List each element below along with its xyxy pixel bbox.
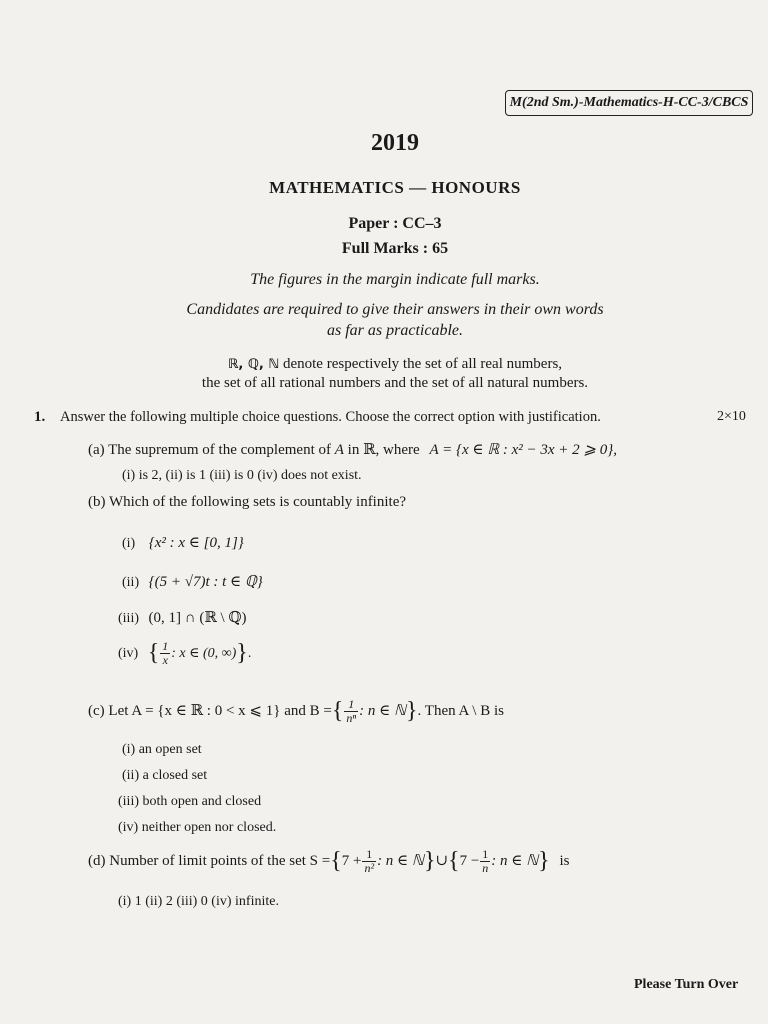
part-a	[88, 440, 617, 459]
part-c	[88, 698, 504, 725]
paper-number: Paper : CC–3	[348, 215, 442, 232]
part-b-option-4: (iv) { $\frac{1}{x}$ : x ∈ (0, ∞)}.	[118, 639, 252, 668]
option-label: (iv)	[118, 645, 139, 661]
part-a-options: (i) is 2, (ii) is 1 (iii) is 0 (iv) does not exist.	[122, 468, 362, 483]
notation-line-2: the set of all rational numbers and the set of all natural numbers.	[201, 375, 589, 391]
right-brace: }	[236, 640, 248, 667]
part-c-text-end: . Then A \ B is	[417, 703, 504, 720]
part-d	[88, 848, 569, 875]
option-set: (0, 1] ∩ (ℝ \ ℚ)	[148, 610, 247, 626]
part-a-text: The supremum of the complement of	[108, 442, 335, 458]
fraction-numerator: 1	[162, 639, 169, 653]
fraction	[344, 698, 358, 725]
part-b	[88, 494, 406, 511]
please-turn-over: Please Turn Over	[634, 977, 739, 992]
set-2-rest: : n ∈ ℕ	[491, 853, 539, 870]
instruction-line-3: as far as practicable.	[327, 322, 463, 339]
left-brace: {	[147, 640, 160, 667]
fraction-numerator: 1	[482, 847, 489, 861]
part-c-option-3: (iii) both open and closed	[118, 794, 262, 809]
question-1-marks: 2×10	[717, 409, 746, 424]
part-c-text: Let A = {x ∈ ℝ : 0 < x ⩽ 1} and B =	[108, 703, 332, 720]
exam-year: 2019	[371, 130, 419, 156]
fraction	[362, 848, 376, 875]
part-d-text: Number of limit points of the set S =	[109, 853, 331, 870]
set-1-prefix: 7 +	[341, 853, 362, 870]
set-2-prefix: 7 −	[459, 853, 480, 870]
part-b-option-1	[122, 533, 244, 552]
set-1-rest: : n ∈ ℕ	[377, 853, 424, 870]
fraction-denominator: n²	[364, 861, 375, 876]
number-set-symbols: ℝ, ℚ, ℕ	[227, 357, 280, 372]
fraction-denominator: n	[482, 861, 489, 876]
left-brace: {	[448, 848, 460, 875]
part-c-label: (c)	[88, 703, 105, 720]
part-d-label: (d)	[88, 853, 106, 870]
part-c-option-4: (iv) neither open nor closed.	[118, 820, 277, 835]
full-marks: Full Marks : 65	[341, 240, 449, 257]
option-label: (i)	[122, 536, 136, 551]
right-brace: }	[406, 698, 418, 725]
part-a-label: (a)	[88, 442, 105, 458]
question-1-text: Answer the following multiple choice questions. Choose the correct option with justification.	[60, 409, 601, 425]
instruction-line-2: Candidates are required to give their answers in their own words	[186, 301, 604, 318]
fraction-numerator: 1	[362, 848, 376, 862]
part-b-option-2	[122, 572, 263, 591]
option-set: {(5 + √7)t : t ∈ ℚ}	[148, 574, 263, 590]
option-label: (ii)	[122, 575, 140, 590]
fraction	[160, 640, 170, 667]
fraction-denominator: x	[162, 653, 168, 668]
part-a-set-name: A	[334, 442, 344, 458]
left-brace: {	[331, 698, 344, 725]
fraction-denominator: nⁿ	[346, 711, 357, 726]
right-brace: }	[538, 848, 550, 875]
part-a-set-definition: A = {x ∈ ℝ : x² − 3x + 2 ⩾ 0},	[429, 442, 617, 458]
option-set-rest: : x ∈ (0, ∞)	[171, 645, 237, 661]
question-number: 1.	[34, 409, 46, 425]
notation-line-1	[0, 356, 768, 373]
option-set: {x² : x ∈ [0, 1]}	[148, 535, 244, 551]
option-label: (iii)	[118, 611, 139, 626]
fraction-numerator: 1	[344, 698, 358, 712]
part-d-tail: is	[559, 853, 570, 870]
subject-title: MATHEMATICS — HONOURS	[269, 178, 521, 197]
paper-code-box: M(2nd Sm.)-Mathematics-H-CC-3/CBCS	[505, 90, 753, 116]
union-symbol: ∪	[435, 853, 449, 870]
right-brace: }	[423, 848, 436, 875]
part-c-option-1: (i) an open set	[122, 742, 202, 757]
part-d-options: (i) 1 (ii) 2 (iii) 0 (iv) infinite.	[118, 894, 279, 909]
question-1	[34, 409, 45, 426]
part-b-text: Which of the following sets is countably infinite?	[108, 494, 407, 510]
part-b-label: (b)	[88, 494, 106, 510]
set-rest: : n ∈ ℕ	[359, 703, 407, 720]
part-c-option-2: (ii) a closed set	[122, 768, 208, 783]
fraction	[480, 848, 490, 875]
part-b-option-3	[118, 608, 247, 627]
left-brace: {	[330, 848, 342, 875]
notation-line-1-text: denote respectively the set of all real numbers,	[279, 356, 563, 372]
instruction-line-1: The figures in the margin indicate full marks.	[250, 271, 540, 288]
part-a-in-r: in ℝ, where	[343, 442, 424, 458]
